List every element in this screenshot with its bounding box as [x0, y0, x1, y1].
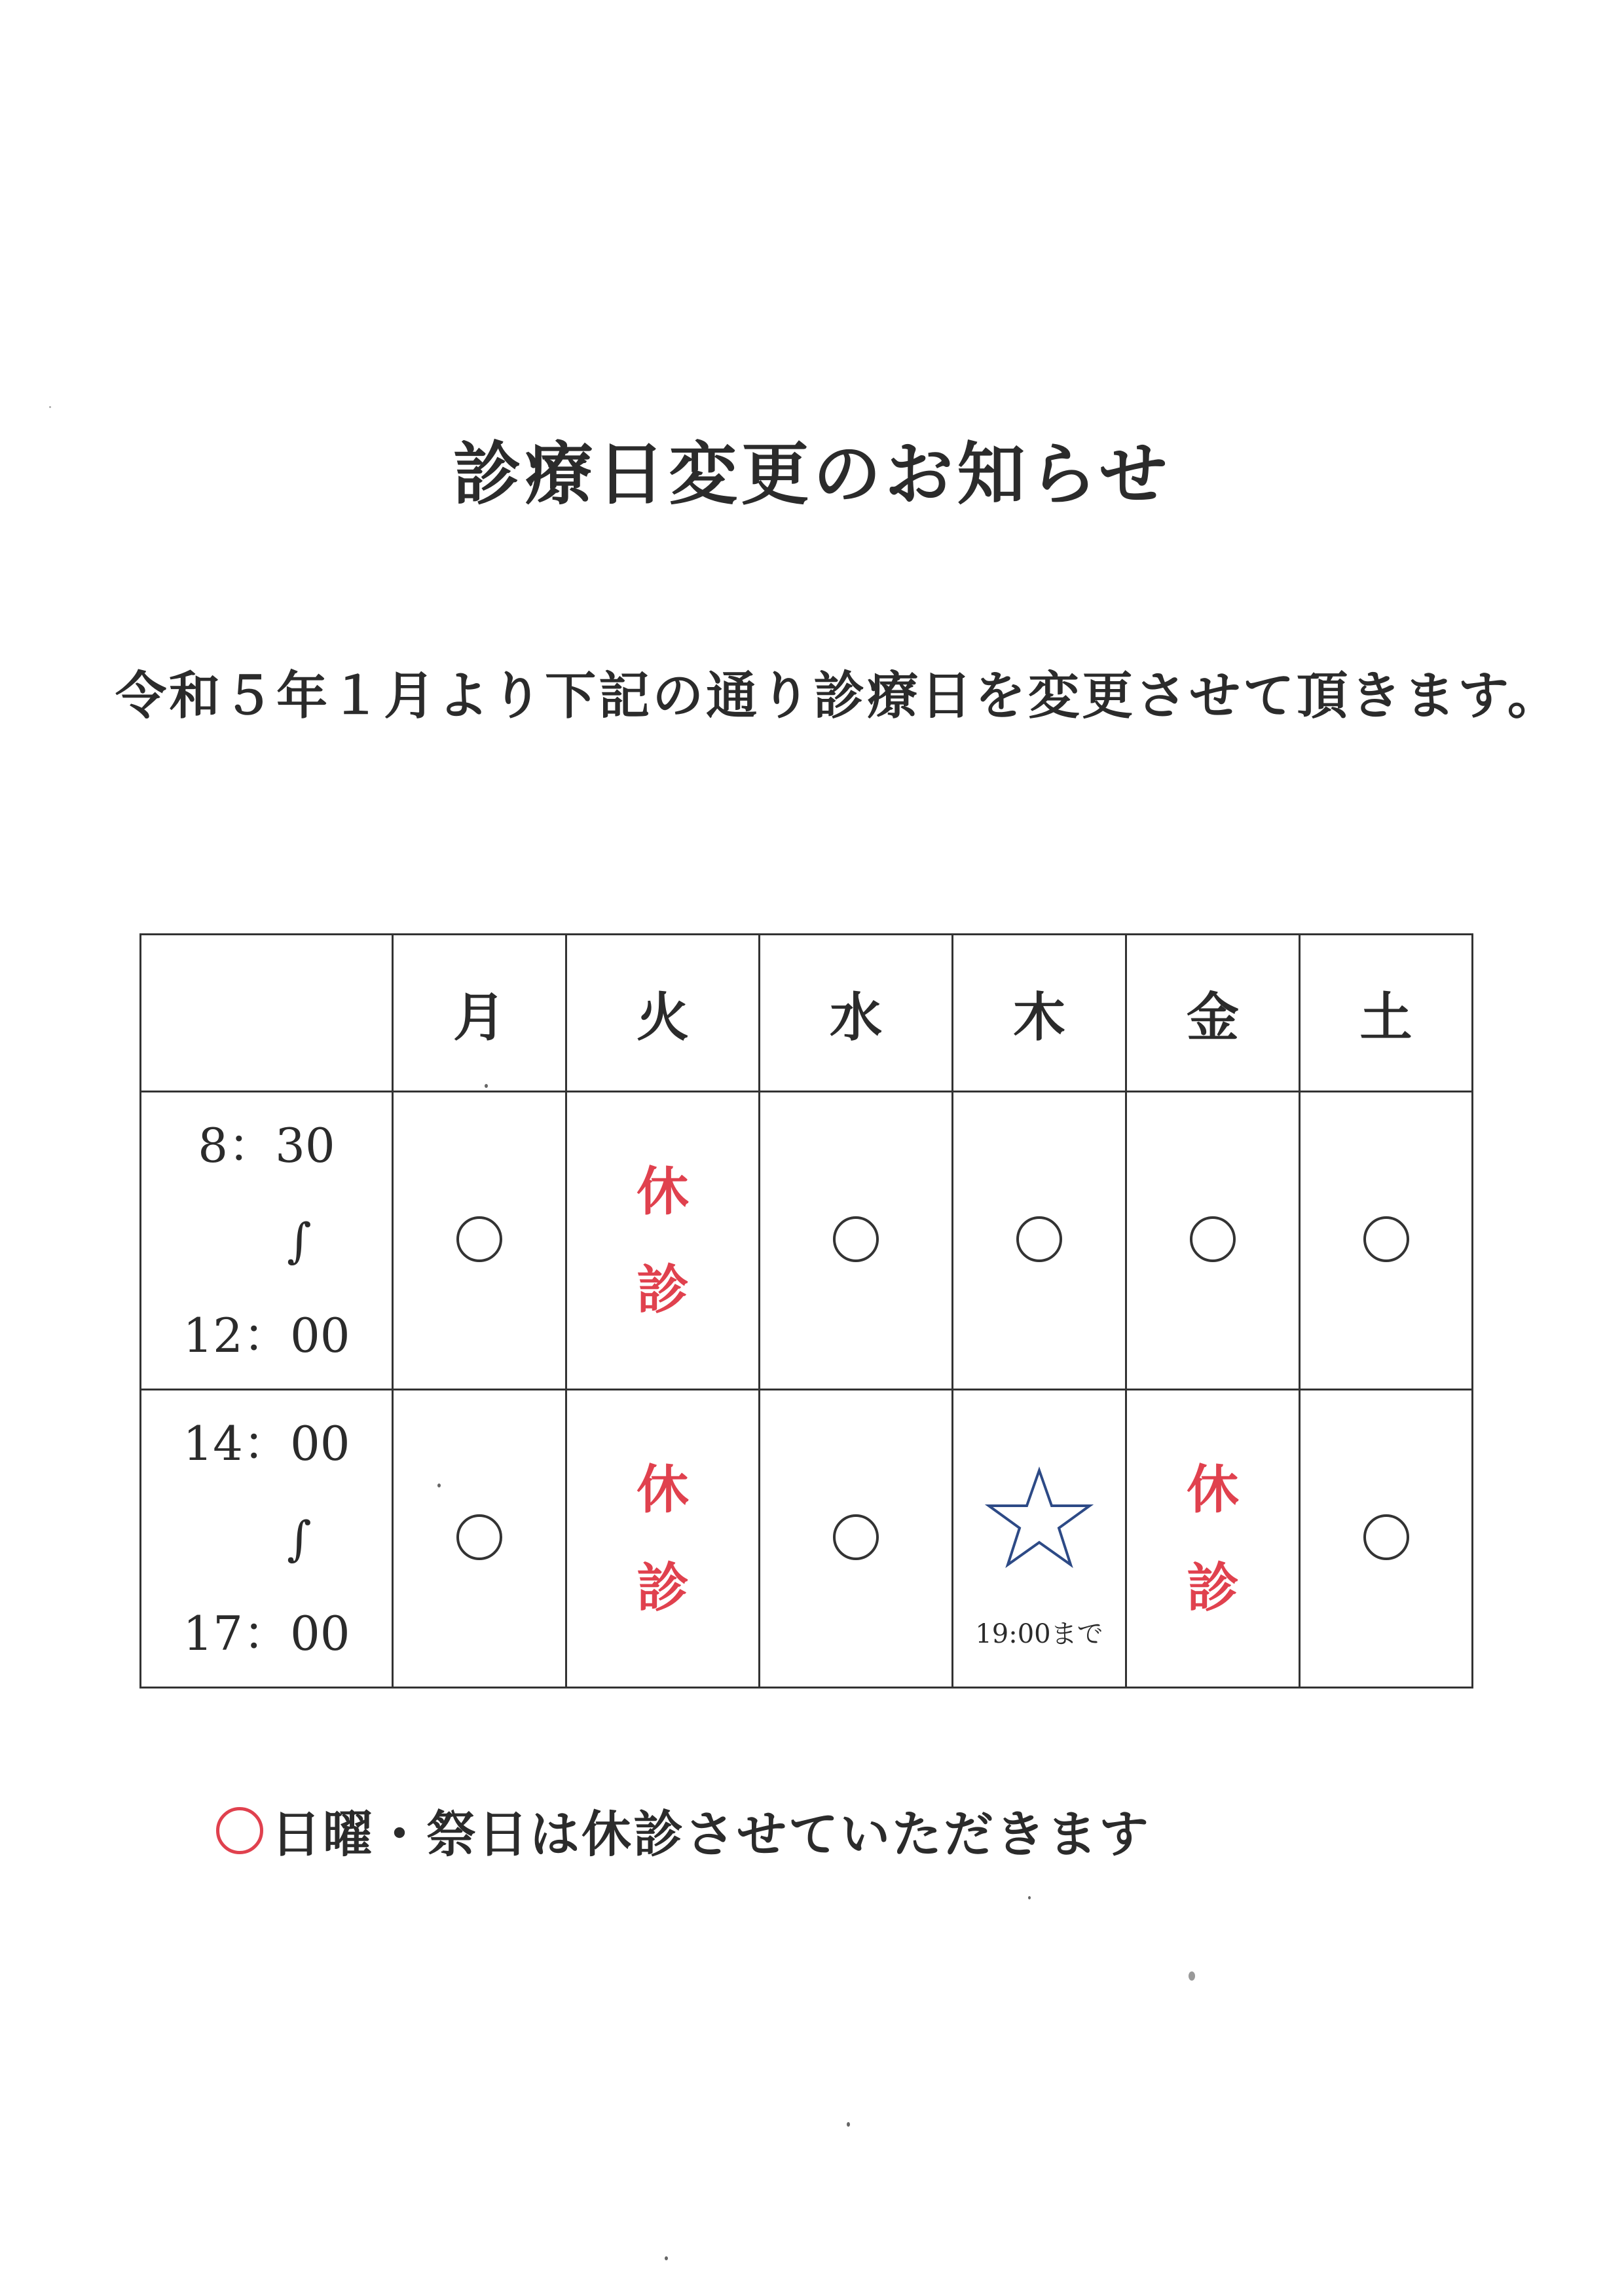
fri-pm-closed: [1126, 1390, 1300, 1688]
sat-am-open: [1300, 1092, 1473, 1390]
open-circle-icon: [1363, 1216, 1409, 1262]
afternoon-start-time: 14：00: [183, 1415, 350, 1471]
tue-am-closed: [566, 1092, 760, 1390]
day-header-tue: 火: [566, 935, 760, 1092]
fri-am-open: [1126, 1092, 1300, 1390]
time-range-mark: ∫: [287, 1510, 312, 1566]
thu-pm-extended: [953, 1390, 1126, 1688]
open-circle-icon: [1363, 1514, 1409, 1560]
scan-speck: [1028, 1896, 1031, 1899]
open-circle-icon: [1190, 1216, 1236, 1262]
wed-am-open: [760, 1092, 953, 1390]
day-header-fri: 金: [1126, 935, 1300, 1092]
day-header-thu: 木: [953, 935, 1126, 1092]
day-header-mon: 月: [393, 935, 566, 1092]
morning-row: [141, 1092, 1473, 1390]
scan-speck: [1189, 1971, 1195, 1981]
star-icon: [984, 1465, 1095, 1573]
extended-hours-note: 19:00まで: [975, 1619, 1103, 1649]
tue-pm-closed: [566, 1390, 760, 1688]
scan-speck: [485, 1084, 488, 1088]
closed-label-2: 診: [637, 1557, 689, 1618]
holiday-notice-text: 日曜・祭日は休診させていただきます: [271, 1805, 1151, 1863]
morning-time-cell: [141, 1092, 393, 1390]
mon-pm-open: [393, 1390, 566, 1688]
notice-text: 令和５年１月より下記の通り診療日を変更させて頂きます。: [115, 666, 1561, 726]
open-circle-icon: [1016, 1216, 1062, 1262]
corner-cell: [141, 935, 393, 1092]
afternoon-row: [141, 1390, 1473, 1688]
open-circle-icon: [833, 1216, 879, 1262]
closed-label-1: 休: [637, 1459, 689, 1520]
page-title: 診療日変更のお知らせ: [452, 434, 1172, 514]
red-circle-icon: [216, 1807, 263, 1854]
closed-label-2: 診: [1187, 1557, 1239, 1618]
mon-am-open: [393, 1092, 566, 1390]
afternoon-time-cell: [141, 1390, 393, 1688]
closed-label-2: 診: [637, 1259, 689, 1320]
afternoon-end-time: 17：00: [183, 1605, 350, 1661]
closed-label-1: 休: [637, 1161, 689, 1222]
open-circle-icon: [456, 1514, 502, 1560]
closed-label-1: 休: [1187, 1459, 1239, 1520]
scan-speck: [665, 2256, 668, 2260]
time-range-mark: ∫: [287, 1212, 312, 1268]
day-header-sat: 土: [1300, 935, 1473, 1092]
sat-pm-open: [1300, 1390, 1473, 1688]
scan-speck: [49, 406, 51, 408]
open-circle-icon: [833, 1514, 879, 1560]
holiday-notice: [216, 1795, 1151, 1866]
wed-pm-open: [760, 1390, 953, 1688]
morning-end-time: 12：00: [183, 1307, 350, 1363]
day-header-wed: 水: [760, 935, 953, 1092]
scan-speck: [437, 1483, 441, 1487]
thu-am-open: [953, 1092, 1126, 1390]
schedule-table: [139, 933, 1473, 1689]
morning-start-time: 8：30: [198, 1117, 335, 1173]
open-circle-icon: [456, 1216, 502, 1262]
day-header-row: [141, 935, 1473, 1092]
scan-speck: [847, 2122, 850, 2127]
